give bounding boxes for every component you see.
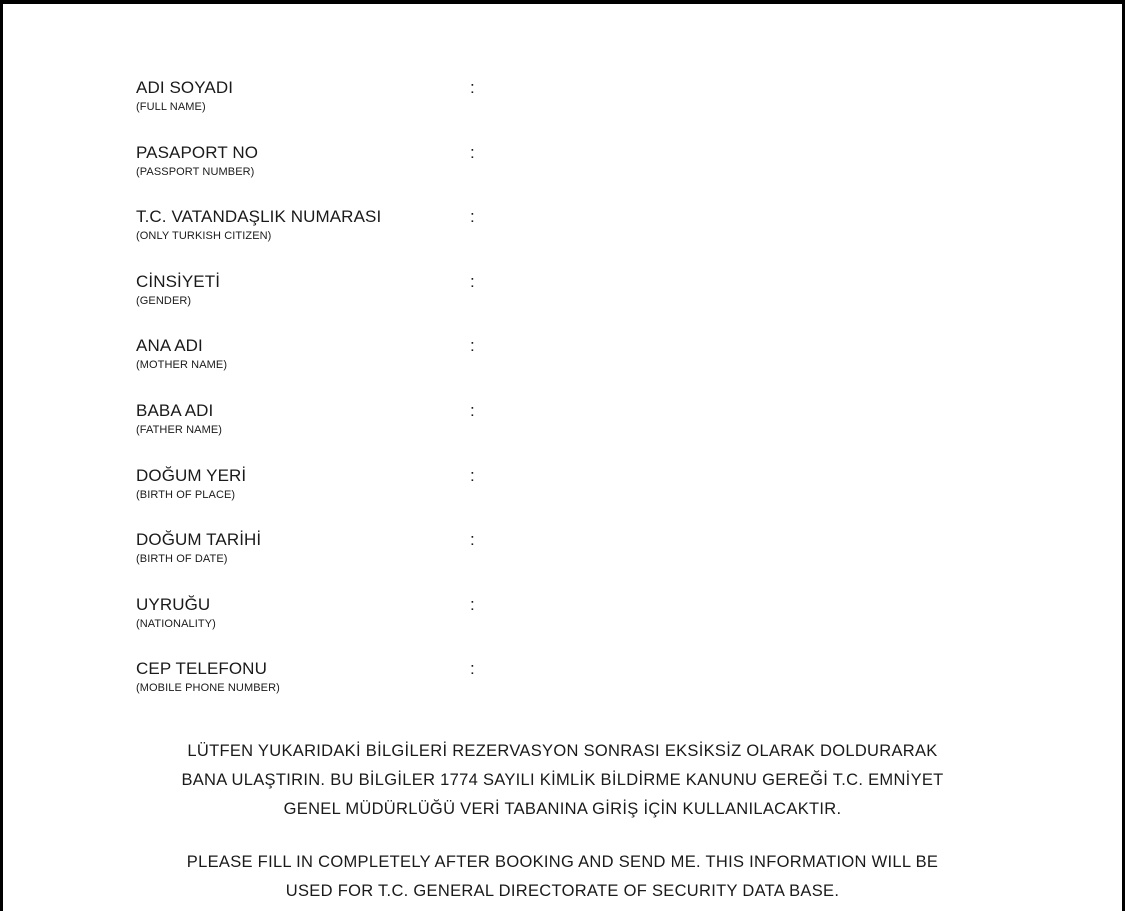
field-label: CİNSİYETİ (136, 271, 221, 291)
notice-line: LÜTFEN YUKARIDAKİ BİLGİLERİ REZERVASYON SONRASI EKSİKSİZ OLARAK DOLDURARAK (187, 742, 938, 760)
notice-line: USED FOR T.C. GENERAL DIRECTORATE OF SECURITY DATA BASE. (285, 882, 840, 900)
notice-turkish (3, 737, 1122, 824)
field-mother-name (133, 332, 1033, 397)
field-separator: : (470, 336, 475, 356)
field-sublabel: (MOTHER NAME) (136, 359, 228, 372)
field-separator: : (470, 465, 475, 485)
form-fields (133, 74, 1033, 720)
notice-line: BANA ULAŞTIRIN. BU BİLGİLER 1774 SAYILI KİMLİK BİLDİRME KANUNU GEREĞİ T.C. EMNİYET (181, 771, 944, 789)
field-separator: : (470, 400, 475, 420)
field-label: PASAPORT NO (136, 142, 259, 162)
field-separator: : (470, 271, 475, 291)
notice-english (3, 848, 1122, 906)
field-separator: : (470, 594, 475, 614)
field-sublabel: (ONLY TURKISH CITIZEN) (136, 230, 272, 243)
field-separator: : (470, 659, 475, 679)
field-nationality (133, 591, 1033, 656)
field-label: BABA ADI (136, 400, 214, 420)
field-full-name (133, 74, 1033, 139)
field-sublabel: (BIRTH OF PLACE) (136, 488, 236, 501)
field-sublabel: (GENDER) (136, 294, 192, 307)
field-label: T.C. VATANDAŞLIK NUMARASI (136, 207, 382, 227)
field-sublabel: (BIRTH OF DATE) (136, 553, 228, 566)
field-separator: : (470, 530, 475, 550)
field-separator: : (470, 78, 475, 97)
field-sublabel: (FULL NAME) (136, 101, 206, 113)
field-sublabel: (MOBILE PHONE NUMBER) (136, 682, 280, 695)
field-separator: : (470, 142, 475, 162)
field-sublabel: (PASSPORT NUMBER) (136, 165, 255, 178)
notice-line: PLEASE FILL IN COMPLETELY AFTER BOOKING AND SEND ME. THIS INFORMATION WILL BE (186, 853, 939, 871)
field-gender (133, 268, 1033, 333)
field-birth-place (133, 462, 1033, 527)
field-sublabel: (FATHER NAME) (136, 423, 223, 436)
notice-line: GENEL MÜDÜRLÜĞÜ VERİ TABANINA GİRİŞ İÇİN KULLANILACAKTIR. (283, 800, 842, 818)
field-father-name (133, 397, 1033, 462)
field-label: DOĞUM TARİHİ (136, 530, 262, 550)
field-label: DOĞUM YERİ (136, 465, 247, 485)
field-birth-date (133, 526, 1033, 591)
field-sublabel: (NATIONALITY) (136, 617, 216, 630)
field-mobile-phone (133, 655, 1033, 720)
field-label: UYRUĞU (136, 594, 211, 614)
field-citizen-id (133, 203, 1033, 268)
field-label: ADI SOYADI (136, 78, 234, 97)
field-passport-number (133, 139, 1033, 204)
field-label: CEP TELEFONU (136, 659, 267, 679)
field-label: ANA ADI (136, 336, 203, 356)
field-separator: : (470, 207, 475, 227)
